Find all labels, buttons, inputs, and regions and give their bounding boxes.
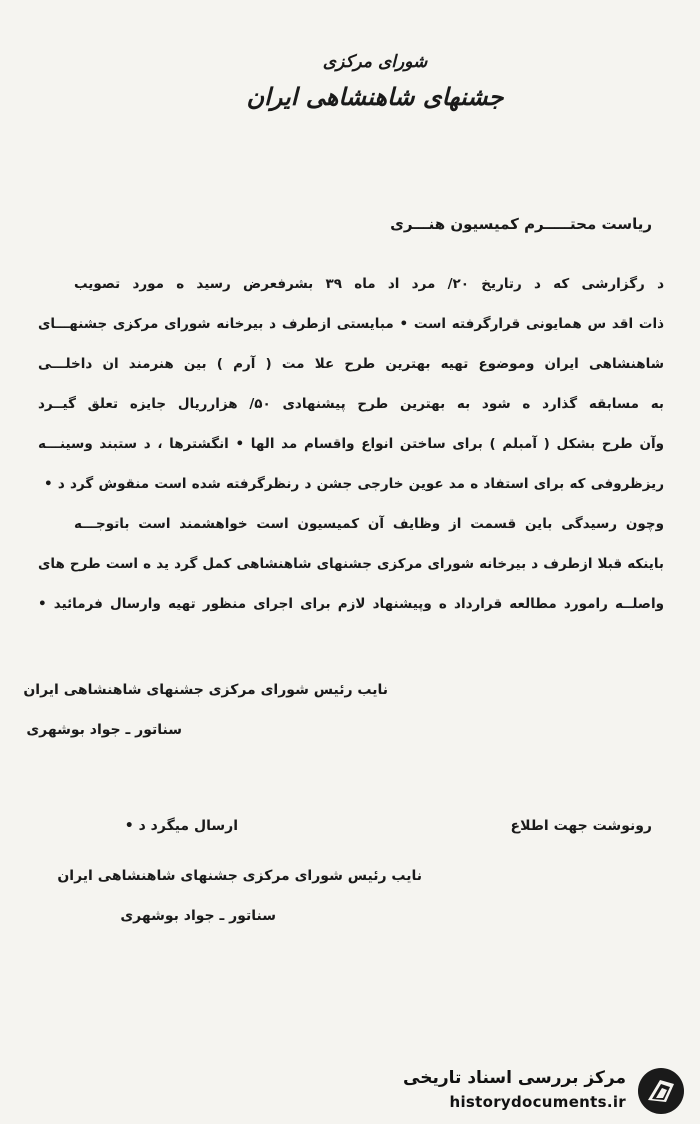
archive-logo-icon	[636, 1066, 686, 1116]
cc-recipient: رونوشت جهت اطلاع	[510, 818, 652, 834]
cc-sent: ارسال میگرد د •	[124, 818, 238, 834]
signature1-name: سناتور ـ جواد بوشهری	[26, 722, 182, 738]
signature2-name: سناتور ـ جواد بوشهری	[120, 908, 276, 924]
salutation: ریاست محتـــــرم کمیسیون هنـــری	[390, 215, 652, 233]
letterhead-celebrations: جشنهای شاهنشاهی ایران	[246, 82, 504, 111]
letterhead	[0, 52, 700, 111]
signature2-title: نایب رئیس شورای مرکزی جشنهای شاهنشاهی ایران	[57, 868, 422, 884]
document-page: شورای مرکزی جشنهای شاهنشاهی ایران ریاست محتـــــرم کمیسیون هنـــری د رگزارشی که د رتاریخ ۲۰/ مرد اد ماه ۳۹ بشرفعرض رسید ه مورد تصویب ذات اقد س همایونی قرارگرفته است • مبایستی ازطرف د بیرخانه شورای مرکزی جشنهـــای شاهنشاهی ایران وموضوع تهیه بهترین طرح علا مت ( آرم ) بین هنرمند ان داخلـــی به مسابقه گذارد ه شود به بهترین طرح پیشنهادی ۵۰/ هزارریال جایزه تعلق گیــرد وآن طرح بشکل ( آمبلم ) برای ساختن انواع واقسام مد الها • انگشترها ، د ستبند وسینـــه ریزظروفی که برای استفاد ه مد عوین خارجی جشن د رنظرگرفته شده است منقوش گرد د • وچون رسیدگی باین قسمت از وظایف آن کمیسیون است خواهشمند است باتوجـــه باینکه قبلا ازطرف د بیرخانه شورای مرکزی جشنهای شاهنشاهی کمل گرد ید ه است طرح های واصلــه رامورد مطالعه قرارداد ه وپیشنهاد لازم برای اجرای منظور تهیه وارسال فرمائید • نایب رئیس شورای مرکزی جشنهای شاهنشاهی ایران سناتور ـ جواد بوشهری رونوشت جهت اطلاع ارسال میگرد د • نایب رئیس شورای مرکزی جشنهای شاهنشاهی ایران سناتور ـ جواد بوشهری مرکز بررسی اسناد تاریخی historydocuments.ir	[0, 0, 700, 1124]
signature1-title: نایب رئیس شورای مرکزی جشنهای شاهنشاهی ایران	[23, 682, 388, 698]
watermark-text-en: historydocuments.ir	[449, 1093, 626, 1111]
watermark-logo	[386, 1066, 686, 1116]
watermark-text-fa: مرکز بررسی اسناد تاریخی	[403, 1068, 626, 1088]
letterhead-council: شورای مرکزی	[322, 52, 428, 72]
